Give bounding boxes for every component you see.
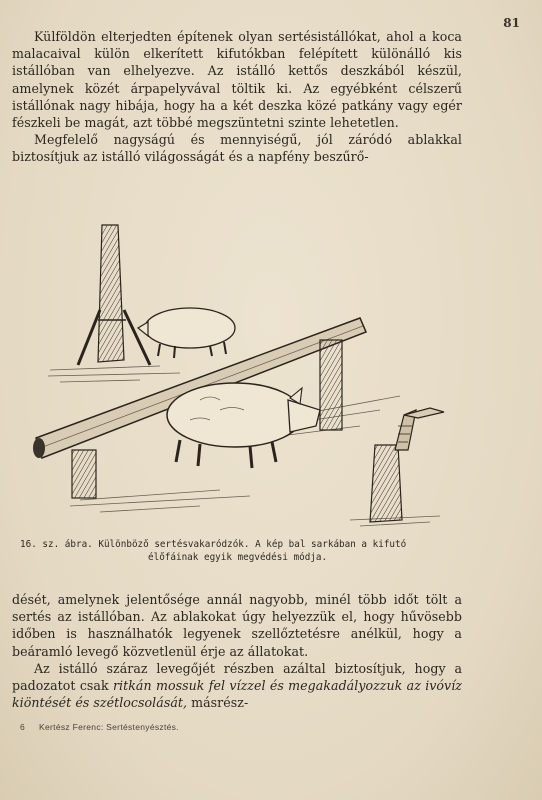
footer-title: Kertész Ferenc: Sertéstenyésztés.: [39, 722, 179, 732]
figure-caption: [20, 538, 470, 564]
small-pig: [138, 308, 235, 358]
paragraph-4-end: másrész-: [187, 695, 249, 711]
stump-scratcher: [370, 408, 444, 522]
caption-line-2: élőfáinak egyik megvédési módja.: [148, 552, 328, 563]
paragraph-4: [12, 660, 462, 712]
pig-scratcher-illustration: [20, 200, 470, 535]
paragraph-4-start: Az istálló száraz levegőjét részben azáltal biztosítjuk, hogy a padozatot csak: [12, 660, 462, 694]
top-text-block: [12, 28, 462, 166]
large-pig: [167, 383, 320, 468]
signature-number: 6: [20, 722, 26, 732]
page-number: 81: [503, 16, 520, 30]
paragraph-4-emphasis: ritkán mossuk fel vízzel és megakadályozzuk az ivóvíz kiöntését és szétlocsolását,: [12, 678, 462, 711]
bottom-text-block: [12, 591, 462, 711]
figure-illustration: [20, 200, 470, 535]
caption-line-1: 16. sz. ábra. Különböző sertésvakaródzók. A kép bal sarkában a kifutó: [20, 539, 407, 550]
paragraph-2: Megfelelő nagyságú és mennyiségű, jól záródó ablakkal biztosítjuk az istálló világosságát és a napfény beszűrő-: [12, 132, 462, 165]
paragraph-1: Külföldön elterjedten építenek olyan sertésistállókat, ahol a koca malacaival külön elkerített kifutókban felépített különálló kis istállóban van elhelyezve. Az istálló kettős deszkából készül, amelynek közét árpapelyvával töltik ki. Az egyébként célszerű istállónak nagy hibája, hogy ha a két deszka közé patkány vagy egér fészkeli be magát, azt többé megszüntetni szinte lehetetlen.: [12, 29, 462, 131]
page-footer: [20, 722, 179, 732]
tree-with-guard: [78, 225, 150, 365]
paragraph-3: dését, amelynek jelentősége annál nagyobb, minél több időt tölt a sertés az istállóban. Az ablakokat úgy helyezzük el, hogy hűvösebb időben is használhatók legyenek szellőztetésre anélkül, hogy a beáramló levegő közvetlenül érje az állatokat.: [12, 592, 462, 659]
